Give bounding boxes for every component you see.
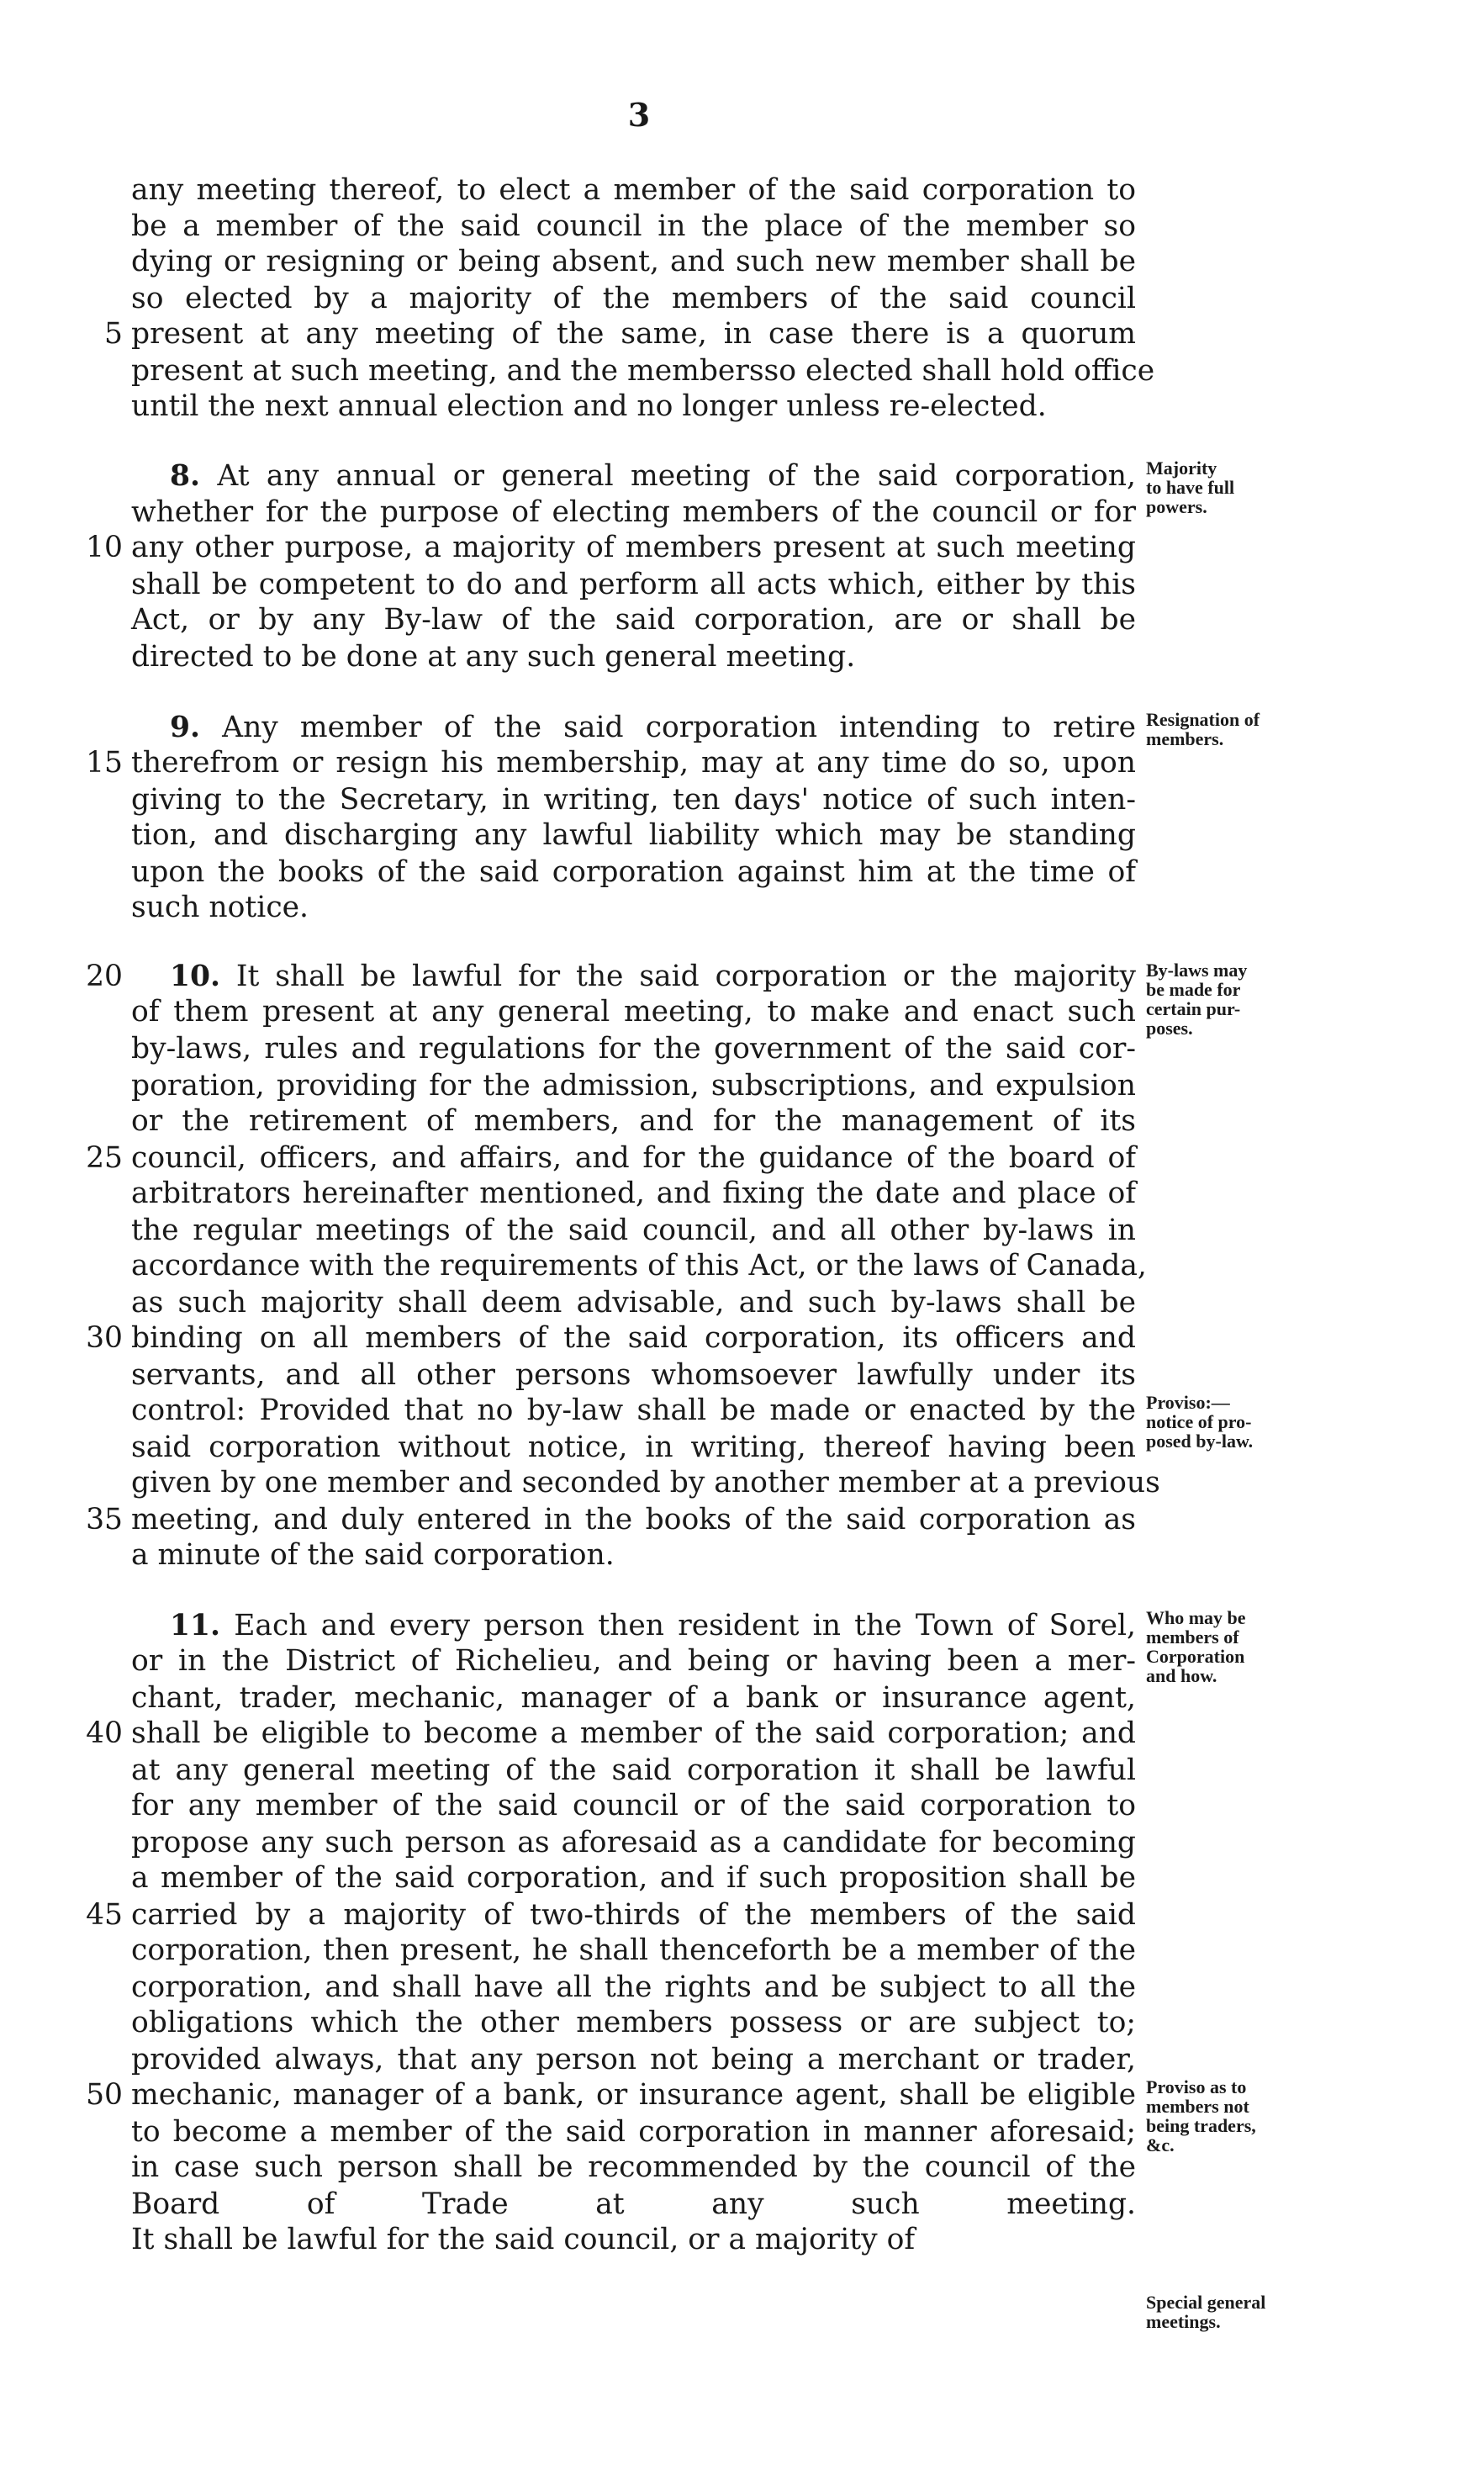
text-line: corporation, then present, he shall thenceforth be a member of the — [131, 1933, 1136, 1967]
margin-note-line: Proviso:— — [1146, 1392, 1230, 1413]
text-line: in case such person shall be recommended by the council of the — [131, 2150, 1136, 2184]
section-text: It shall be lawful for the said corporation or the majority — [220, 960, 1136, 993]
margin-note — [1146, 2293, 1348, 2331]
text-line: any other purpose, a majority of members present at such meeting — [131, 531, 1136, 564]
margin-note — [1146, 1393, 1348, 1451]
text-line: dying or resigning or being absent, and such new member shall be — [131, 245, 1136, 278]
text-line — [131, 959, 1136, 994]
text-line: the regular meetings of the said council, and all other by-laws in — [131, 1214, 1136, 1247]
text-line — [131, 710, 1136, 745]
margin-note-line: members. — [1146, 728, 1224, 749]
text-line: therefrom or resign his membership, may at any time do so, upon — [131, 746, 1136, 780]
text-line: until the next annual election and no longer unless re-elected. — [131, 389, 1047, 423]
text-line: whether for the purpose of electing members of the council or for — [131, 495, 1136, 529]
text-line: chant, trader, mechanic, manager of a bank or insurance agent, — [131, 1681, 1136, 1715]
text-line: carried by a majority of two-thirds of the members of the said — [131, 1898, 1136, 1932]
margin-note-line: members of — [1146, 1626, 1239, 1648]
text-line: present at such meeting, and the membersso elected shall hold office — [131, 354, 1155, 388]
text-line: as such majority shall deem advisable, and such by-laws shall be — [131, 1286, 1136, 1320]
margin-note-line: Resignation of — [1146, 709, 1260, 730]
margin-note-line: By-laws may — [1146, 960, 1248, 981]
text-line: giving to the Secretary, in writing, ten days' notice of such inten- — [131, 783, 1136, 817]
line-number: 40 — [86, 1716, 123, 1750]
line-number: 5 — [104, 317, 123, 351]
margin-note-line: meetings. — [1146, 2311, 1221, 2332]
line-number: 45 — [86, 1898, 123, 1932]
text-line: shall be competent to do and perform all acts which, either by this — [131, 568, 1136, 601]
line-number: 20 — [86, 960, 123, 993]
section-number: 10. — [170, 960, 221, 993]
text-line: so elected by a majority of the members of the said council — [131, 282, 1136, 315]
text-line: of them present at any general meeting, to make and enact such — [131, 995, 1136, 1029]
text-line: for any member of the said council or of the said corporation to — [131, 1789, 1136, 1822]
margin-note-line: powers. — [1146, 496, 1207, 517]
text-line: such notice. — [131, 891, 309, 924]
text-line: tion, and discharging any lawful liability which may be standing — [131, 818, 1136, 852]
text-line: binding on all members of the said corporation, its officers and — [131, 1321, 1136, 1355]
section-text: Any member of the said corporation intending to retire — [200, 711, 1136, 744]
text-line: Board of Trade at any such meeting. — [131, 2187, 1136, 2221]
section-number: 9. — [170, 711, 201, 744]
margin-note — [1146, 458, 1348, 516]
text-line: poration, providing for the admission, subscriptions, and expulsion — [131, 1069, 1136, 1103]
text-line: shall be eligible to become a member of the said corporation; and — [131, 1716, 1136, 1750]
margin-note-line: Majority — [1146, 458, 1217, 479]
margin-note-line: to have full — [1146, 477, 1235, 498]
text-line: obligations which the other members possess or are subject to; — [131, 2006, 1136, 2039]
text-line: arbitrators hereinafter mentioned, and fixing the date and place of — [131, 1177, 1136, 1210]
text-line — [131, 458, 1136, 494]
line-number: 50 — [86, 2078, 123, 2112]
margin-note-line: &c. — [1146, 2134, 1175, 2155]
margin-note-line: Special general — [1146, 2292, 1266, 2313]
text-line: accordance with the requirements of this Act, or the laws of Canada, — [131, 1249, 1147, 1283]
line-number: 25 — [86, 1141, 123, 1175]
line-number: 30 — [86, 1321, 123, 1355]
text-line: a minute of the said corporation. — [131, 1538, 615, 1572]
text-line: corporation, and shall have all the rights and be subject to all the — [131, 1970, 1136, 2004]
text-line: servants, and all other persons whomsoever lawfully under its — [131, 1358, 1136, 1392]
margin-note — [1146, 2077, 1348, 2155]
text-line: mechanic, manager of a bank, or insurance agent, shall be eligible — [131, 2078, 1136, 2112]
text-line: a member of the said corporation, and if such proposition shall be — [131, 1861, 1136, 1895]
text-line: council, officers, and affairs, and for the guidance of the board of — [131, 1141, 1136, 1175]
text-line: directed to be done at any such general meeting. — [131, 640, 856, 674]
text-line: meeting, and duly entered in the books of the said corporation as — [131, 1503, 1136, 1536]
margin-note-line: Corporation — [1146, 1646, 1245, 1667]
text-line: Act, or by any By-law of the said corporation, are or shall be — [131, 603, 1136, 637]
margin-note-line: and how. — [1146, 1665, 1217, 1686]
text-line — [131, 1608, 1136, 1643]
text-line: to become a member of the said corporation in manner aforesaid; — [131, 2115, 1136, 2149]
section-number: 11. — [170, 1609, 221, 1642]
text-line: said corporation without notice, in writing, thereof having been — [131, 1431, 1136, 1464]
margin-note-line: Proviso as to — [1146, 2076, 1247, 2097]
page-number: 3 — [627, 96, 651, 134]
text-line: or in the District of Richelieu, and being or having been a mer- — [131, 1644, 1136, 1678]
text-line: be a member of the said council in the place of the member so — [131, 209, 1136, 243]
margin-note — [1146, 710, 1348, 748]
section-number: 8. — [170, 459, 201, 493]
margin-note-line: poses. — [1146, 1018, 1193, 1039]
text-line: or the retirement of members, and for the management of its — [131, 1104, 1136, 1138]
text-line: upon the books of the said corporation against him at the time of — [131, 855, 1136, 889]
section-text: Each and every person then resident in the Town of Sorel, — [220, 1609, 1136, 1642]
margin-note-line: Who may be — [1146, 1607, 1246, 1628]
section-text: At any annual or general meeting of the said corporation, — [200, 459, 1136, 493]
text-line: any meeting thereof, to elect a member of the said corporation to — [131, 173, 1136, 207]
margin-note-line: notice of pro- — [1146, 1411, 1252, 1432]
line-number: 35 — [86, 1503, 123, 1536]
margin-note — [1146, 960, 1348, 1038]
line-number: 15 — [86, 746, 123, 780]
text-line: provided always, that any person not being a merchant or trader, — [131, 2043, 1136, 2076]
margin-note-line: members not — [1146, 2096, 1249, 2117]
text-line: present at any meeting of the same, in case there is a quorum — [131, 317, 1136, 351]
margin-note-line: posed by-law. — [1146, 1431, 1254, 1452]
margin-note-line: certain pur- — [1146, 998, 1241, 1019]
text-line: control: Provided that no by-law shall be made or enacted by the — [131, 1394, 1136, 1427]
text-line: given by one member and seconded by another member at a previous — [131, 1466, 1160, 1499]
text-line: by-laws, rules and regulations for the government of the said cor- — [131, 1032, 1136, 1066]
text-line: propose any such person as aforesaid as a candidate for becoming — [131, 1826, 1136, 1859]
margin-note-line: be made for — [1146, 979, 1241, 1000]
margin-note-line: being traders, — [1146, 2115, 1256, 2136]
margin-note — [1146, 1608, 1348, 1685]
text-line: It shall be lawful for the said council, or a majority of — [131, 2223, 916, 2256]
line-number: 10 — [86, 531, 123, 564]
text-line: at any general meeting of the said corporation it shall be lawful — [131, 1753, 1136, 1787]
